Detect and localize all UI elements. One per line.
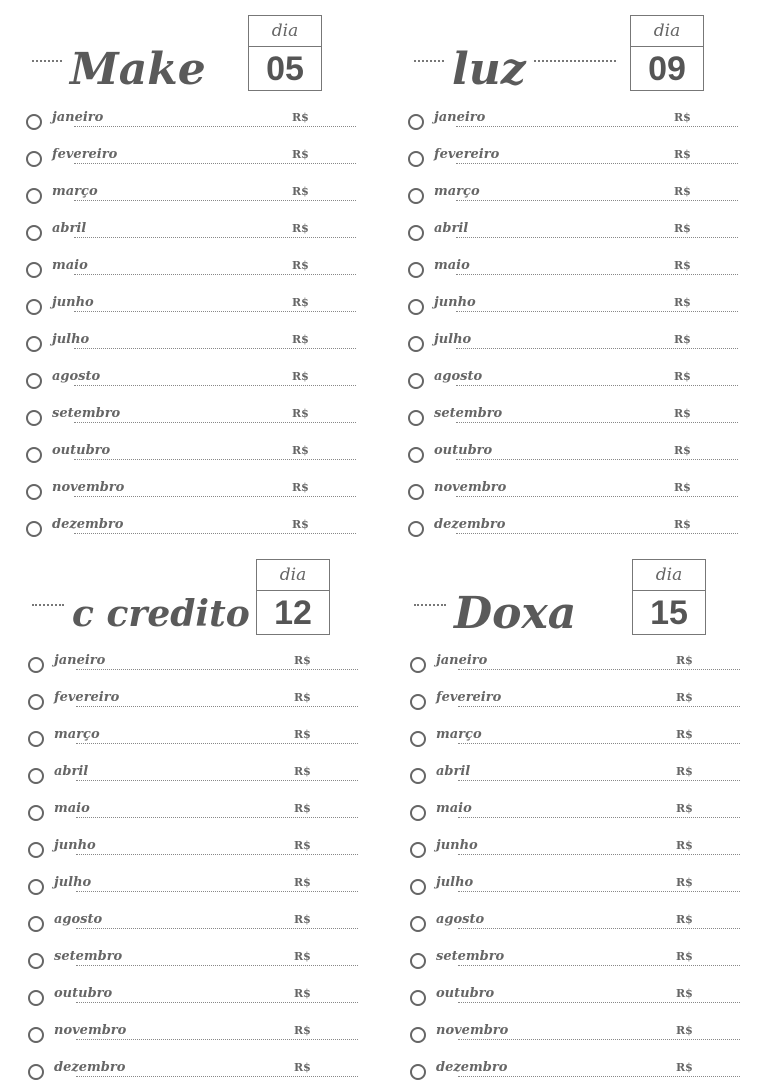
- month-label: junho: [434, 295, 476, 310]
- paid-checkbox-circle[interactable]: [408, 410, 424, 426]
- leader-dots: [32, 60, 62, 62]
- month-label: outubro: [434, 443, 493, 458]
- month-label: novembro: [54, 1023, 127, 1038]
- currency-label: R$: [294, 913, 311, 926]
- paid-checkbox-circle[interactable]: [26, 521, 42, 537]
- leader-dots: [414, 604, 446, 606]
- month-label: fevereiro: [52, 147, 118, 162]
- amount-dotted-line: [456, 274, 738, 275]
- month-row: [26, 509, 356, 546]
- month-list: [28, 645, 358, 1089]
- currency-label: R$: [676, 839, 693, 852]
- paid-checkbox-circle[interactable]: [26, 484, 42, 500]
- amount-dotted-line: [76, 669, 358, 670]
- currency-label: R$: [674, 481, 691, 494]
- currency-label: R$: [292, 518, 309, 531]
- month-label: dezembro: [54, 1060, 126, 1075]
- paid-checkbox-circle[interactable]: [410, 879, 426, 895]
- month-label: junho: [436, 838, 478, 853]
- month-label: dezembro: [52, 517, 124, 532]
- amount-dotted-line: [74, 533, 356, 534]
- month-label: julho: [52, 332, 90, 347]
- currency-label: R$: [292, 296, 309, 309]
- month-label: fevereiro: [54, 690, 120, 705]
- paid-checkbox-circle[interactable]: [28, 657, 44, 673]
- month-label: abril: [54, 764, 89, 779]
- paid-checkbox-circle[interactable]: [26, 114, 42, 130]
- month-row: [410, 904, 740, 941]
- month-list: [26, 102, 356, 546]
- month-label: abril: [436, 764, 471, 779]
- amount-dotted-line: [74, 200, 356, 201]
- paid-checkbox-circle[interactable]: [410, 657, 426, 673]
- amount-dotted-line: [456, 126, 738, 127]
- month-row: [410, 756, 740, 793]
- month-label: janeiro: [434, 110, 486, 125]
- amount-dotted-line: [458, 706, 740, 707]
- month-row: [410, 830, 740, 867]
- bill-panel-luz: [408, 14, 738, 532]
- amount-dotted-line: [458, 780, 740, 781]
- amount-dotted-line: [456, 385, 738, 386]
- paid-checkbox-circle[interactable]: [408, 373, 424, 389]
- paid-checkbox-circle[interactable]: [26, 151, 42, 167]
- paid-checkbox-circle[interactable]: [408, 447, 424, 463]
- month-row: [408, 509, 738, 546]
- leader-dots: [414, 60, 444, 62]
- due-day-label: dia: [631, 16, 703, 47]
- month-row: [26, 139, 356, 176]
- amount-dotted-line: [76, 817, 358, 818]
- amount-dotted-line: [74, 385, 356, 386]
- paid-checkbox-circle[interactable]: [28, 1027, 44, 1043]
- currency-label: R$: [676, 728, 693, 741]
- month-label: outubro: [52, 443, 111, 458]
- amount-dotted-line: [74, 237, 356, 238]
- currency-label: R$: [292, 481, 309, 494]
- month-label: julho: [436, 875, 474, 890]
- amount-dotted-line: [74, 163, 356, 164]
- paid-checkbox-circle[interactable]: [28, 694, 44, 710]
- month-row: [408, 139, 738, 176]
- currency-label: R$: [294, 765, 311, 778]
- paid-checkbox-circle[interactable]: [26, 447, 42, 463]
- paid-checkbox-circle[interactable]: [410, 694, 426, 710]
- amount-dotted-line: [458, 1039, 740, 1040]
- month-label: setembro: [54, 949, 123, 964]
- month-row: [410, 941, 740, 978]
- currency-label: R$: [674, 222, 691, 235]
- panel-title: Make: [70, 44, 206, 95]
- currency-label: R$: [674, 111, 691, 124]
- month-row: [410, 867, 740, 904]
- currency-label: R$: [294, 654, 311, 667]
- paid-checkbox-circle[interactable]: [28, 731, 44, 747]
- panel-title: c credito: [72, 593, 250, 635]
- month-row: [26, 435, 356, 472]
- month-row: [28, 1052, 358, 1089]
- month-row: [408, 287, 738, 324]
- currency-label: R$: [676, 913, 693, 926]
- amount-dotted-line: [456, 422, 738, 423]
- amount-dotted-line: [76, 743, 358, 744]
- month-label: janeiro: [52, 110, 104, 125]
- month-row: [28, 719, 358, 756]
- panel-header: [408, 14, 738, 110]
- month-row: [410, 1052, 740, 1089]
- paid-checkbox-circle[interactable]: [28, 805, 44, 821]
- paid-checkbox-circle[interactable]: [408, 336, 424, 352]
- amount-dotted-line: [76, 706, 358, 707]
- amount-dotted-line: [458, 743, 740, 744]
- paid-checkbox-circle[interactable]: [26, 188, 42, 204]
- month-row: [408, 398, 738, 435]
- currency-label: R$: [292, 333, 309, 346]
- month-row: [28, 904, 358, 941]
- paid-checkbox-circle[interactable]: [410, 842, 426, 858]
- amount-dotted-line: [458, 1002, 740, 1003]
- month-label: dezembro: [434, 517, 506, 532]
- month-label: março: [436, 727, 482, 742]
- due-day-number: 09: [648, 50, 686, 88]
- currency-label: R$: [292, 407, 309, 420]
- currency-label: R$: [292, 185, 309, 198]
- currency-label: R$: [674, 259, 691, 272]
- paid-checkbox-circle[interactable]: [408, 262, 424, 278]
- due-day-box: [630, 15, 704, 91]
- amount-dotted-line: [456, 237, 738, 238]
- currency-label: R$: [294, 987, 311, 1000]
- currency-label: R$: [292, 444, 309, 457]
- currency-label: R$: [674, 148, 691, 161]
- amount-dotted-line: [456, 348, 738, 349]
- paid-checkbox-circle[interactable]: [408, 188, 424, 204]
- month-label: março: [52, 184, 98, 199]
- currency-label: R$: [676, 654, 693, 667]
- currency-label: R$: [674, 296, 691, 309]
- month-label: setembro: [52, 406, 121, 421]
- paid-checkbox-circle[interactable]: [410, 990, 426, 1006]
- panel-header: [410, 558, 740, 654]
- currency-label: R$: [294, 839, 311, 852]
- month-row: [26, 213, 356, 250]
- currency-label: R$: [294, 876, 311, 889]
- amount-dotted-line: [74, 459, 356, 460]
- bill-panel-c-credito: [28, 558, 358, 1075]
- month-row: [408, 250, 738, 287]
- paid-checkbox-circle[interactable]: [26, 299, 42, 315]
- month-row: [410, 793, 740, 830]
- due-day-box: [248, 15, 322, 91]
- paid-checkbox-circle[interactable]: [26, 336, 42, 352]
- currency-label: R$: [676, 987, 693, 1000]
- amount-dotted-line: [456, 311, 738, 312]
- month-row: [28, 978, 358, 1015]
- month-row: [408, 472, 738, 509]
- month-label: maio: [434, 258, 470, 273]
- month-label: maio: [52, 258, 88, 273]
- amount-dotted-line: [76, 854, 358, 855]
- currency-label: R$: [676, 876, 693, 889]
- currency-label: R$: [292, 222, 309, 235]
- paid-checkbox-circle[interactable]: [408, 299, 424, 315]
- amount-dotted-line: [458, 854, 740, 855]
- month-row: [26, 324, 356, 361]
- paid-checkbox-circle[interactable]: [28, 916, 44, 932]
- month-label: agosto: [434, 369, 483, 384]
- amount-dotted-line: [458, 817, 740, 818]
- currency-label: R$: [294, 950, 311, 963]
- month-row: [408, 435, 738, 472]
- month-label: julho: [434, 332, 472, 347]
- month-label: novembro: [52, 480, 125, 495]
- amount-dotted-line: [456, 533, 738, 534]
- month-row: [28, 682, 358, 719]
- month-label: novembro: [434, 480, 507, 495]
- paid-checkbox-circle[interactable]: [408, 521, 424, 537]
- paid-checkbox-circle[interactable]: [410, 768, 426, 784]
- currency-label: R$: [676, 1024, 693, 1037]
- paid-checkbox-circle[interactable]: [28, 953, 44, 969]
- amount-dotted-line: [458, 928, 740, 929]
- month-label: abril: [434, 221, 469, 236]
- month-label: julho: [54, 875, 92, 890]
- month-row: [26, 287, 356, 324]
- month-label: fevereiro: [436, 690, 502, 705]
- amount-dotted-line: [458, 1076, 740, 1077]
- paid-checkbox-circle[interactable]: [408, 225, 424, 241]
- amount-dotted-line: [456, 163, 738, 164]
- due-day-number: 05: [266, 50, 304, 88]
- month-label: dezembro: [436, 1060, 508, 1075]
- month-list: [408, 102, 738, 546]
- currency-label: R$: [676, 1061, 693, 1074]
- amount-dotted-line: [458, 965, 740, 966]
- month-row: [26, 361, 356, 398]
- panel-header: [26, 14, 356, 110]
- month-row: [408, 324, 738, 361]
- month-label: junho: [52, 295, 94, 310]
- currency-label: R$: [292, 259, 309, 272]
- paid-checkbox-circle[interactable]: [408, 151, 424, 167]
- month-row: [410, 1015, 740, 1052]
- bill-panel-make: [26, 14, 356, 532]
- month-row: [408, 102, 738, 139]
- month-row: [28, 867, 358, 904]
- month-label: setembro: [436, 949, 505, 964]
- currency-label: R$: [294, 802, 311, 815]
- paid-checkbox-circle[interactable]: [26, 410, 42, 426]
- paid-checkbox-circle[interactable]: [410, 731, 426, 747]
- paid-checkbox-circle[interactable]: [28, 768, 44, 784]
- amount-dotted-line: [76, 928, 358, 929]
- month-label: abril: [52, 221, 87, 236]
- month-label: junho: [54, 838, 96, 853]
- month-label: maio: [54, 801, 90, 816]
- month-row: [28, 756, 358, 793]
- due-day-number: 12: [274, 594, 312, 632]
- month-row: [28, 1015, 358, 1052]
- currency-label: R$: [676, 691, 693, 704]
- paid-checkbox-circle[interactable]: [26, 225, 42, 241]
- amount-dotted-line: [76, 1002, 358, 1003]
- amount-dotted-line: [76, 1076, 358, 1077]
- month-row: [28, 941, 358, 978]
- currency-label: R$: [292, 111, 309, 124]
- currency-label: R$: [676, 765, 693, 778]
- month-label: agosto: [54, 912, 103, 927]
- month-row: [408, 361, 738, 398]
- paid-checkbox-circle[interactable]: [28, 842, 44, 858]
- amount-dotted-line: [76, 891, 358, 892]
- paid-checkbox-circle[interactable]: [28, 990, 44, 1006]
- amount-dotted-line: [76, 1039, 358, 1040]
- amount-dotted-line: [76, 965, 358, 966]
- trailing-dots: [534, 60, 616, 62]
- paid-checkbox-circle[interactable]: [410, 1064, 426, 1080]
- amount-dotted-line: [74, 422, 356, 423]
- paid-checkbox-circle[interactable]: [28, 879, 44, 895]
- currency-label: R$: [294, 1061, 311, 1074]
- month-row: [408, 213, 738, 250]
- month-label: março: [54, 727, 100, 742]
- paid-checkbox-circle[interactable]: [410, 805, 426, 821]
- month-row: [408, 176, 738, 213]
- month-label: setembro: [434, 406, 503, 421]
- month-row: [26, 176, 356, 213]
- currency-label: R$: [292, 148, 309, 161]
- due-day-box: [256, 559, 330, 635]
- currency-label: R$: [676, 950, 693, 963]
- month-label: agosto: [52, 369, 101, 384]
- month-row: [410, 978, 740, 1015]
- month-row: [26, 102, 356, 139]
- currency-label: R$: [674, 444, 691, 457]
- amount-dotted-line: [74, 274, 356, 275]
- month-row: [28, 645, 358, 682]
- currency-label: R$: [294, 1024, 311, 1037]
- due-day-label: dia: [249, 16, 321, 47]
- paid-checkbox-circle[interactable]: [410, 1027, 426, 1043]
- month-row: [410, 719, 740, 756]
- leader-dots: [32, 604, 64, 606]
- due-day-label: dia: [633, 560, 705, 591]
- amount-dotted-line: [458, 891, 740, 892]
- month-row: [26, 250, 356, 287]
- paid-checkbox-circle[interactable]: [410, 953, 426, 969]
- month-label: janeiro: [54, 653, 106, 668]
- bill-panel-doxa: [410, 558, 740, 1075]
- month-label: outubro: [54, 986, 113, 1001]
- paid-checkbox-circle[interactable]: [26, 373, 42, 389]
- panel-header: [28, 558, 358, 654]
- panel-title: Doxa: [454, 588, 577, 639]
- currency-label: R$: [674, 185, 691, 198]
- month-row: [26, 472, 356, 509]
- paid-checkbox-circle[interactable]: [26, 262, 42, 278]
- amount-dotted-line: [456, 200, 738, 201]
- amount-dotted-line: [74, 126, 356, 127]
- month-row: [26, 398, 356, 435]
- month-label: maio: [436, 801, 472, 816]
- due-day-box: [632, 559, 706, 635]
- currency-label: R$: [292, 370, 309, 383]
- month-label: outubro: [436, 986, 495, 1001]
- amount-dotted-line: [456, 459, 738, 460]
- month-label: agosto: [436, 912, 485, 927]
- due-day-number: 15: [650, 594, 688, 632]
- currency-label: R$: [674, 370, 691, 383]
- month-row: [410, 645, 740, 682]
- currency-label: R$: [294, 691, 311, 704]
- currency-label: R$: [674, 518, 691, 531]
- month-label: novembro: [436, 1023, 509, 1038]
- amount-dotted-line: [74, 311, 356, 312]
- amount-dotted-line: [74, 496, 356, 497]
- paid-checkbox-circle[interactable]: [408, 484, 424, 500]
- amount-dotted-line: [74, 348, 356, 349]
- amount-dotted-line: [76, 780, 358, 781]
- month-row: [28, 830, 358, 867]
- amount-dotted-line: [456, 496, 738, 497]
- panel-title: luz: [452, 44, 526, 95]
- currency-label: R$: [674, 333, 691, 346]
- amount-dotted-line: [458, 669, 740, 670]
- month-row: [28, 793, 358, 830]
- currency-label: R$: [676, 802, 693, 815]
- month-row: [410, 682, 740, 719]
- month-label: fevereiro: [434, 147, 500, 162]
- month-label: janeiro: [436, 653, 488, 668]
- paid-checkbox-circle[interactable]: [28, 1064, 44, 1080]
- paid-checkbox-circle[interactable]: [410, 916, 426, 932]
- month-label: março: [434, 184, 480, 199]
- currency-label: R$: [674, 407, 691, 420]
- currency-label: R$: [294, 728, 311, 741]
- paid-checkbox-circle[interactable]: [408, 114, 424, 130]
- due-day-label: dia: [257, 560, 329, 591]
- month-list: [410, 645, 740, 1089]
